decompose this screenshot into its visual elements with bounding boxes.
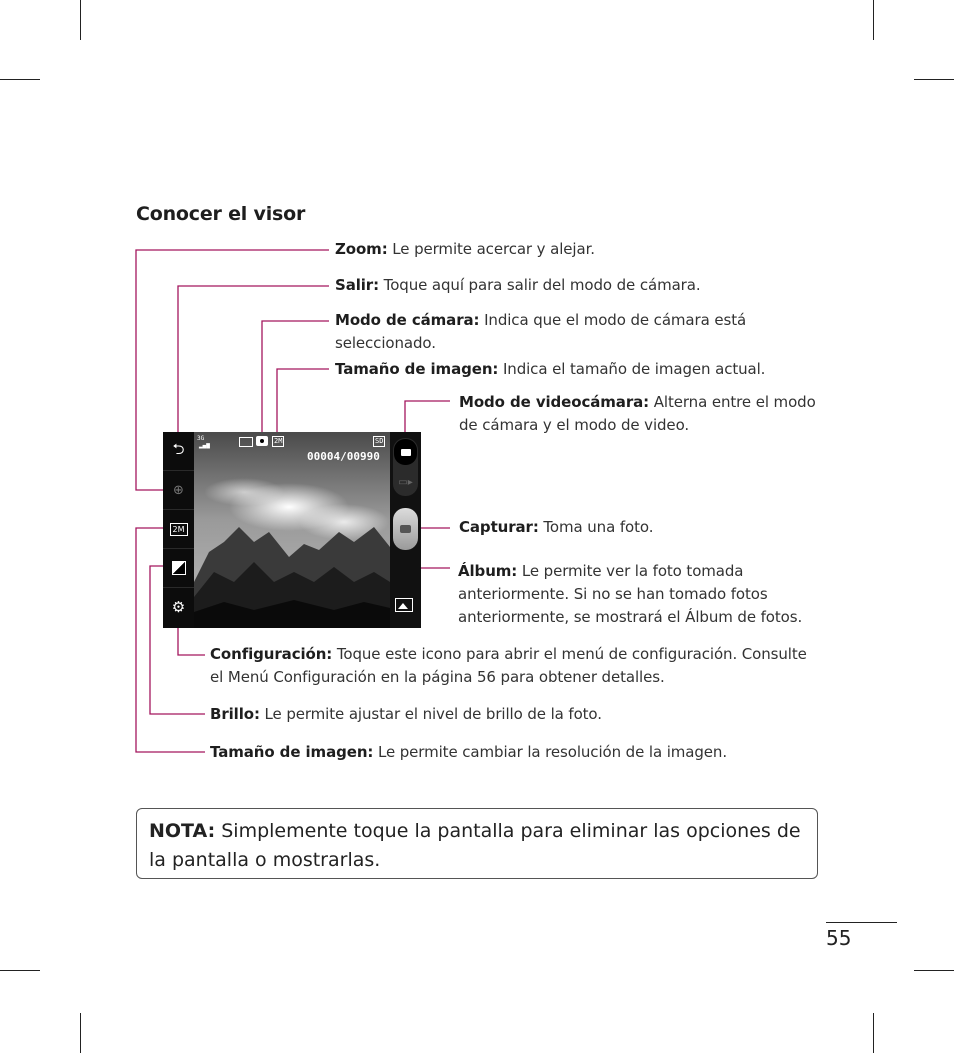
settings-button[interactable] [163,588,194,626]
callout-tamano-actual: Tamaño de imagen: Indica el tamaño de imagen actual. [335,360,766,378]
shot-counter: 00004/00990 [307,450,380,463]
note-box [136,808,818,879]
battery-icon [239,437,253,447]
callout-tamano-cambiar: Tamaño de imagen: Le permite cambiar la resolución de la imagen. [210,743,728,761]
video-mode-button[interactable] [394,470,417,494]
mode-switch[interactable] [393,438,418,496]
callout-modo-video: Modo de videocámara: Alterna entre el modo de cámara y el modo de video. [459,393,816,434]
right-toolbar [390,432,421,628]
callout-zoom: Zoom: Le permite acercar y alejar. [335,240,595,258]
shutter-icon [400,525,411,533]
callout-modo-camara: Modo de cámara: Indica que el modo de cámara está seleccionado. [335,311,747,352]
image-size-indicator: 2M [274,437,283,445]
callout-configuracion: Configuración: Toque este icono para abrir el menú de configuración. Consulte el Menú Configuración en la página 56 para obtener detalles. [210,645,807,686]
gallery-icon [398,603,408,609]
back-button[interactable] [163,432,194,471]
brightness-button[interactable] [163,549,194,588]
video-camera-icon: ▭▸ [398,476,413,488]
camera-viewfinder [163,432,421,628]
capture-button[interactable] [393,508,418,550]
zoom-button[interactable] [163,471,194,510]
signal-icon: ▂▄▆ [199,442,210,449]
callout-album: Álbum: Le permite ver la foto tomada anteriormente. Si no se han tomado fotos anteriormente, se mostrará el Álbum de fotos. [458,562,803,626]
zoom-icon: ⊕ [173,482,184,498]
camera-icon [401,449,411,456]
resolution-2m-icon: 2M [170,523,188,536]
brightness-icon [172,561,186,575]
page-number-rule [826,922,897,923]
section-title: Conocer el visor [136,203,306,225]
page-number: 55 [826,926,852,950]
note-text: NOTA: Simplemente toque la pantalla para eliminar las opciones de la pantalla o mostrarlas. [149,820,801,871]
gear-icon: ⚙ [171,598,186,616]
callout-brillo: Brillo: Le permite ajustar el nivel de brillo de la foto. [210,705,602,723]
album-button[interactable] [395,598,413,612]
callout-salir: Salir: Toque aquí para salir del modo de cámara. [335,276,701,294]
callout-capturar: Capturar: Toma una foto. [459,518,654,536]
camera-mode-button[interactable] [394,439,417,465]
network-indicator: 3G [197,435,205,442]
camera-mode-indicator-icon [256,436,268,446]
storage-indicator: SD [375,437,384,445]
resolution-button[interactable] [163,510,194,549]
back-arrow-icon: ⮌ [172,439,185,458]
left-toolbar [163,432,194,628]
